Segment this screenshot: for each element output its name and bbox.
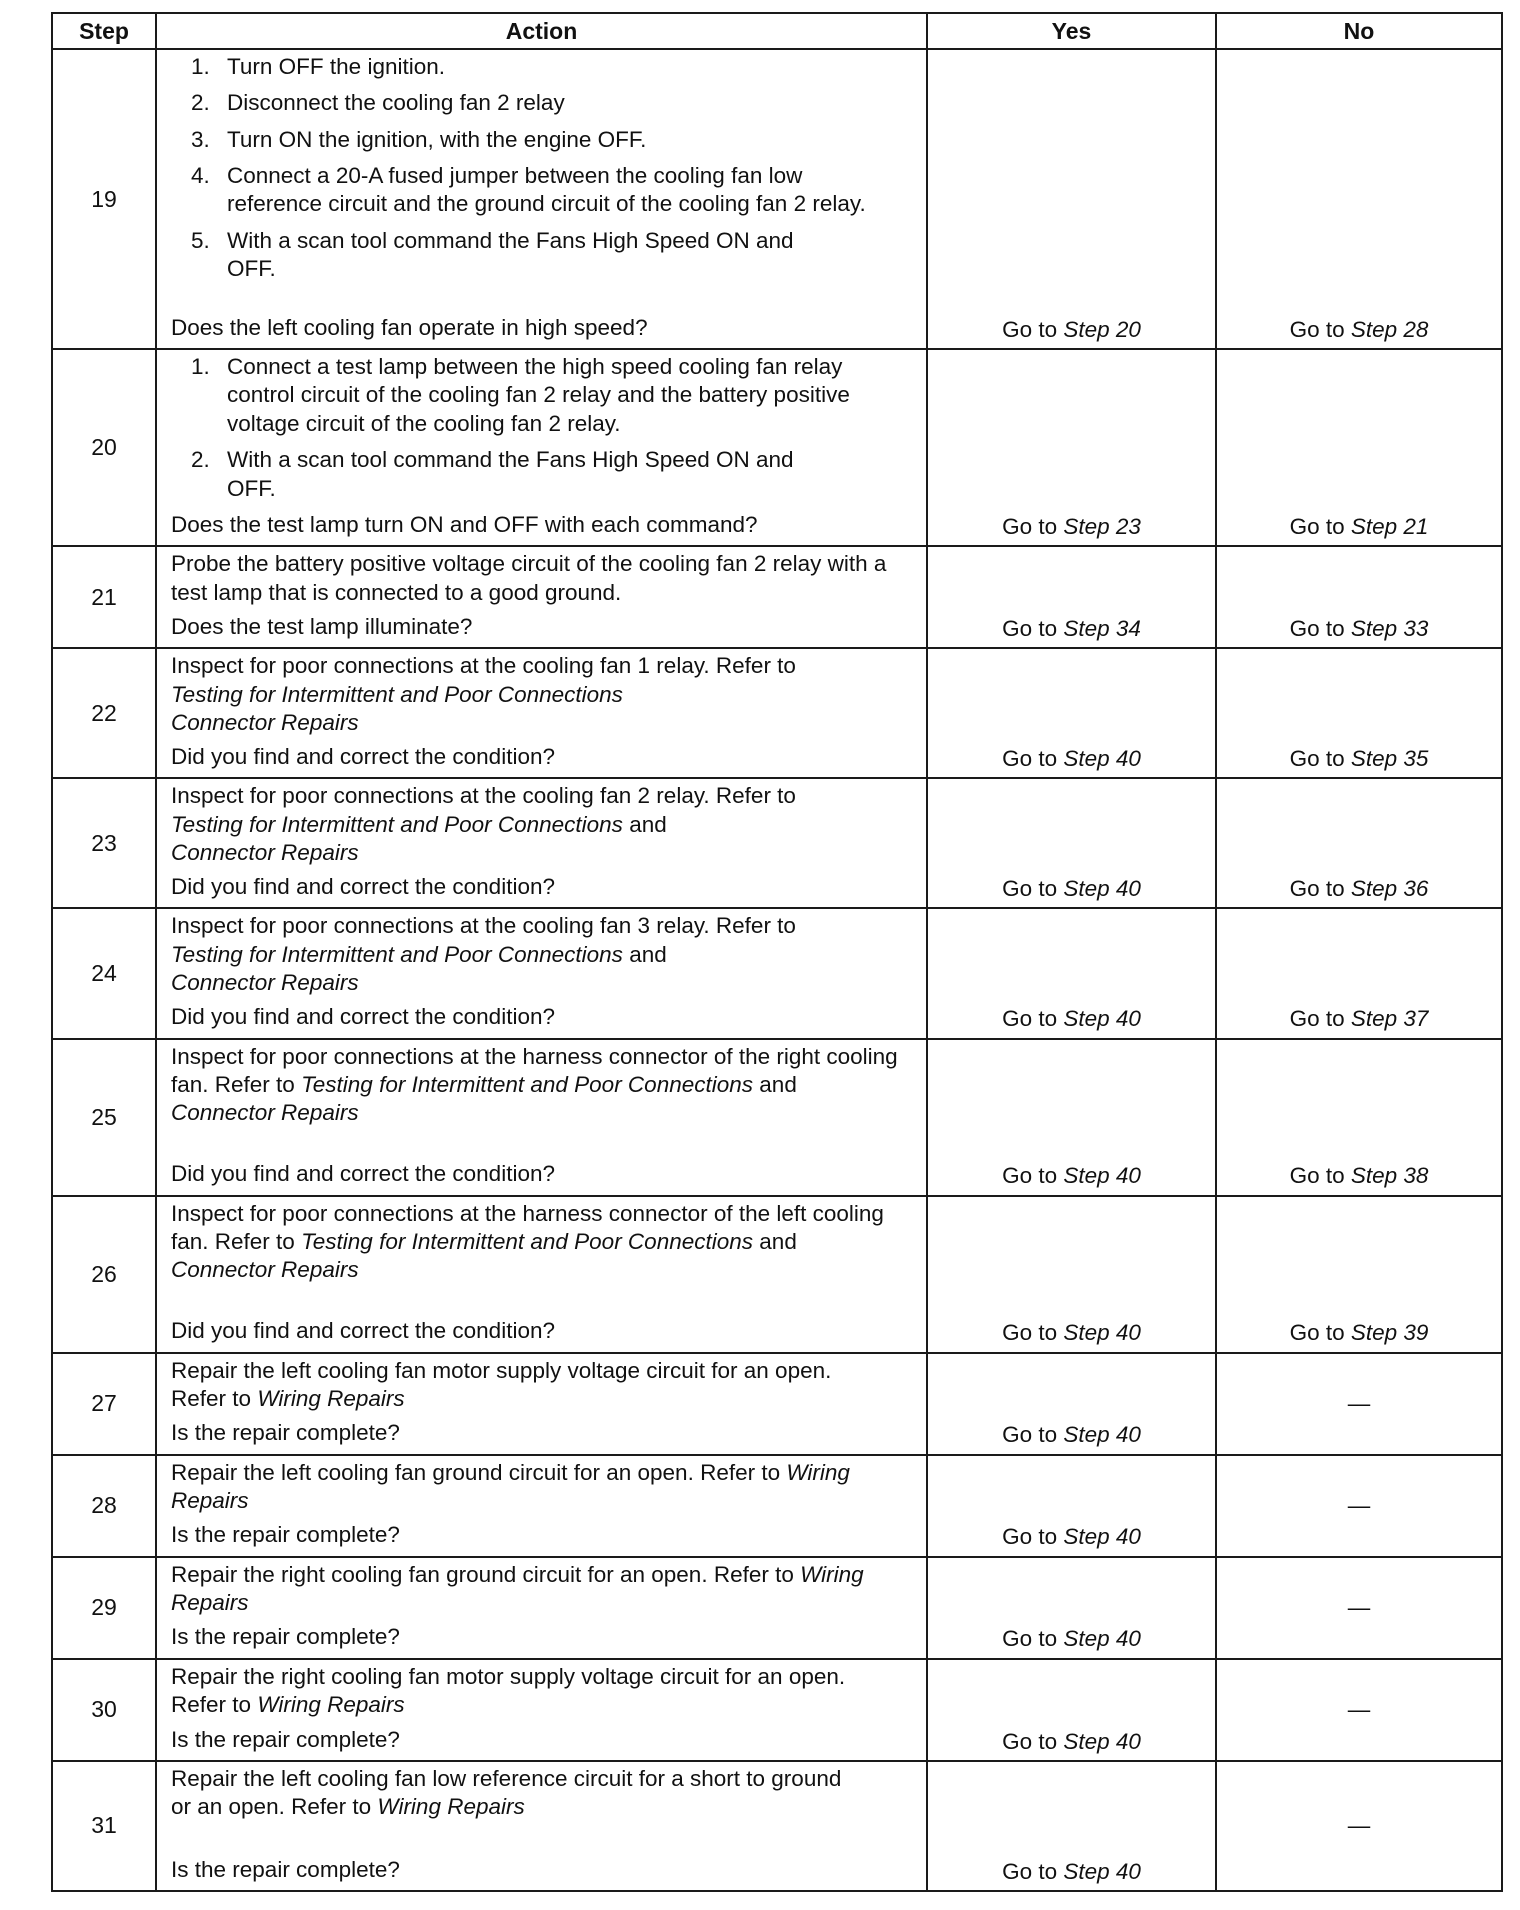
action-cell — [156, 1196, 927, 1353]
reference-link[interactable]: Wiring Repairs — [171, 1459, 850, 1514]
yes-result[interactable]: Go to Step 40 — [927, 778, 1216, 908]
step-number: 29 — [52, 1557, 156, 1659]
instruction-text: Repair the left cooling fan motor supply voltage circuit for an open. Refer to Wiring Repairs — [171, 1357, 832, 1412]
table-row-step-24 — [52, 908, 1502, 1038]
table-row-step-27 — [52, 1353, 1502, 1455]
action-cell — [156, 1455, 927, 1557]
question-text: Is the repair complete? — [171, 1624, 400, 1650]
instruction-text: Repair the right cooling fan motor supply voltage circuit for an open. Refer to Wiring Repairs — [171, 1663, 846, 1718]
no-result-empty: — — [1216, 1353, 1502, 1455]
no-result[interactable]: Go to Step 39 — [1216, 1196, 1502, 1353]
yes-result[interactable]: Go to Step 40 — [927, 1039, 1216, 1196]
reference-link[interactable]: Testing for Intermittent and Poor Connections — [171, 941, 623, 967]
action-cell — [156, 648, 927, 778]
reference-link[interactable]: Wiring Repairs — [377, 1794, 525, 1820]
table-row-step-20 — [52, 349, 1502, 546]
step-number: 25 — [52, 1039, 156, 1196]
reference-link[interactable]: Testing for Intermittent and Poor Connections — [171, 681, 623, 707]
question-text: Is the repair complete? — [171, 1522, 400, 1548]
substep: 3. Turn ON the ignition, with the engine OFF. — [191, 126, 647, 152]
instruction-text: Inspect for poor connections at the harness connector of the left cooling fan. Refer to Testing for Intermittent and Poor Connections and Connector Repairs — [171, 1200, 884, 1283]
table-row-step-28 — [52, 1455, 1502, 1557]
no-result[interactable]: Go to Step 36 — [1216, 778, 1502, 908]
action-cell — [156, 1353, 927, 1455]
step-number: 23 — [52, 778, 156, 908]
action-cell — [156, 349, 927, 546]
step-number: 31 — [52, 1761, 156, 1891]
step-number: 20 — [52, 349, 156, 546]
action-cell — [156, 1039, 927, 1196]
reference-link[interactable]: Connector Repairs — [171, 1100, 359, 1126]
question-text: Is the repair complete? — [171, 1856, 400, 1882]
question-text: Did you find and correct the condition? — [171, 744, 555, 770]
step-number: 28 — [52, 1455, 156, 1557]
table-row-step-30 — [52, 1659, 1502, 1761]
no-result[interactable]: Go to Step 28 — [1216, 49, 1502, 349]
question-text: Did you find and correct the condition? — [171, 1318, 555, 1344]
no-result[interactable]: Go to Step 37 — [1216, 908, 1502, 1038]
step-number: 27 — [52, 1353, 156, 1455]
question-text: Is the repair complete? — [171, 1726, 400, 1752]
reference-link[interactable]: Wiring Repairs — [257, 1386, 405, 1412]
table-row-step-31 — [52, 1761, 1502, 1891]
action-cell — [156, 908, 927, 1038]
yes-result[interactable]: Go to Step 23 — [927, 349, 1216, 546]
yes-result[interactable]: Go to Step 40 — [927, 1557, 1216, 1659]
reference-link[interactable]: Testing for Intermittent and Poor Connections — [301, 1228, 754, 1254]
substep: 4. Connect a 20-A fused jumper between the cooling fan low reference circuit and the ground circuit of the cooling fan 2 relay. — [191, 163, 866, 217]
table-row-step-19 — [52, 49, 1502, 349]
yes-result[interactable]: Go to Step 40 — [927, 1455, 1216, 1557]
substep-list — [171, 350, 912, 511]
action-cell — [156, 49, 927, 349]
reference-link[interactable]: Connector Repairs — [171, 1257, 359, 1283]
instruction-text: Repair the left cooling fan low reference circuit for a short to ground or an open. Refer to Wiring Repairs — [171, 1765, 842, 1820]
no-result-empty: — — [1216, 1659, 1502, 1761]
no-result[interactable]: Go to Step 33 — [1216, 546, 1502, 648]
reference-link[interactable]: Connector Repairs — [171, 840, 359, 866]
reference-link[interactable]: Wiring Repairs — [257, 1692, 405, 1718]
yes-result[interactable]: Go to Step 40 — [927, 1761, 1216, 1891]
instruction-text: Probe the battery positive voltage circuit of the cooling fan 2 relay with a test lamp that is connected to a good ground. — [171, 551, 887, 605]
yes-result[interactable]: Go to Step 40 — [927, 1659, 1216, 1761]
step-number: 19 — [52, 49, 156, 349]
table-row-step-23 — [52, 778, 1502, 908]
diagnostic-table — [51, 12, 1503, 1892]
no-result[interactable]: Go to Step 21 — [1216, 349, 1502, 546]
no-result-empty: — — [1216, 1455, 1502, 1557]
yes-result[interactable]: Go to Step 20 — [927, 49, 1216, 349]
question-text: Did you find and correct the condition? — [171, 1004, 555, 1030]
step-number: 22 — [52, 648, 156, 778]
substep: 2. Disconnect the cooling fan 2 relay — [191, 90, 565, 116]
reference-link[interactable]: Connector Repairs — [171, 970, 359, 996]
step-number: 24 — [52, 908, 156, 1038]
no-result-empty: — — [1216, 1761, 1502, 1891]
substep: 5. With a scan tool command the Fans High Speed ON and OFF. — [191, 227, 794, 282]
instruction-text: Inspect for poor connections at the harness connector of the right cooling fan. Refer to Testing for Intermittent and Poor Connections and Connector Repairs — [171, 1043, 898, 1126]
step-number: 21 — [52, 546, 156, 648]
table-row-step-29 — [52, 1557, 1502, 1659]
yes-result[interactable]: Go to Step 40 — [927, 648, 1216, 778]
substep: 2. With a scan tool command the Fans High Speed ON and OFF. — [191, 447, 794, 501]
substep: 1. Connect a test lamp between the high speed cooling fan relay control circuit of the cooling fan 2 relay and the battery positive voltage circuit of the cooling fan 2 relay. — [191, 354, 850, 436]
yes-result[interactable]: Go to Step 40 — [927, 1353, 1216, 1455]
question-text: Did you find and correct the condition? — [171, 1161, 555, 1187]
reference-link[interactable]: Connector Repairs — [171, 710, 359, 736]
header-yes: Yes — [927, 13, 1216, 49]
step-number: 26 — [52, 1196, 156, 1353]
reference-link[interactable]: Testing for Intermittent and Poor Connections — [301, 1071, 754, 1097]
substep: 1. Turn OFF the ignition. — [191, 54, 446, 79]
table-row-step-22 — [52, 648, 1502, 778]
header-step: Step — [52, 13, 156, 49]
no-result-empty: — — [1216, 1557, 1502, 1659]
action-cell — [156, 1557, 927, 1659]
table-row-step-26 — [52, 1196, 1502, 1353]
question-text: Is the repair complete? — [171, 1420, 400, 1446]
header-action: Action — [156, 13, 927, 49]
action-cell — [156, 778, 927, 908]
instruction-text: Repair the right cooling fan ground circuit for an open. Refer to Wiring Repairs — [171, 1561, 864, 1616]
yes-result[interactable]: Go to Step 40 — [927, 908, 1216, 1038]
action-cell — [156, 1659, 927, 1761]
table-row-step-21 — [52, 546, 1502, 648]
question-text: Does the test lamp turn ON and OFF with each command? — [171, 511, 758, 537]
question-text: Does the left cooling fan operate in high speed? — [171, 314, 648, 340]
yes-result[interactable]: Go to Step 40 — [927, 1196, 1216, 1353]
instruction-text: Inspect for poor connections at the cooling fan 1 relay. Refer to Testing for Intermittent and Poor Connections Connector Repairs — [171, 653, 796, 736]
instruction-text: Repair the left cooling fan ground circuit for an open. Refer to Wiring Repairs — [171, 1459, 850, 1514]
question-text: Did you find and correct the condition? — [171, 874, 555, 900]
header-no: No — [1216, 13, 1502, 49]
step-number: 30 — [52, 1659, 156, 1761]
table-row-step-25 — [52, 1039, 1502, 1196]
yes-result[interactable]: Go to Step 34 — [927, 546, 1216, 648]
no-result[interactable]: Go to Step 38 — [1216, 1039, 1502, 1196]
action-cell — [156, 546, 927, 648]
reference-link[interactable]: Testing for Intermittent and Poor Connections — [171, 811, 623, 837]
header-row — [52, 13, 1502, 49]
substep-list — [171, 50, 912, 291]
question-text: Does the test lamp illuminate? — [171, 614, 473, 639]
reference-link[interactable]: Wiring Repairs — [171, 1561, 864, 1616]
instruction-text: Inspect for poor connections at the cooling fan 2 relay. Refer to Testing for Intermittent and Poor Connections and Connector Repairs — [171, 783, 796, 866]
instruction-text: Inspect for poor connections at the cooling fan 3 relay. Refer to Testing for Intermittent and Poor Connections and Connector Repairs — [171, 913, 796, 996]
action-cell — [156, 1761, 927, 1891]
no-result[interactable]: Go to Step 35 — [1216, 648, 1502, 778]
